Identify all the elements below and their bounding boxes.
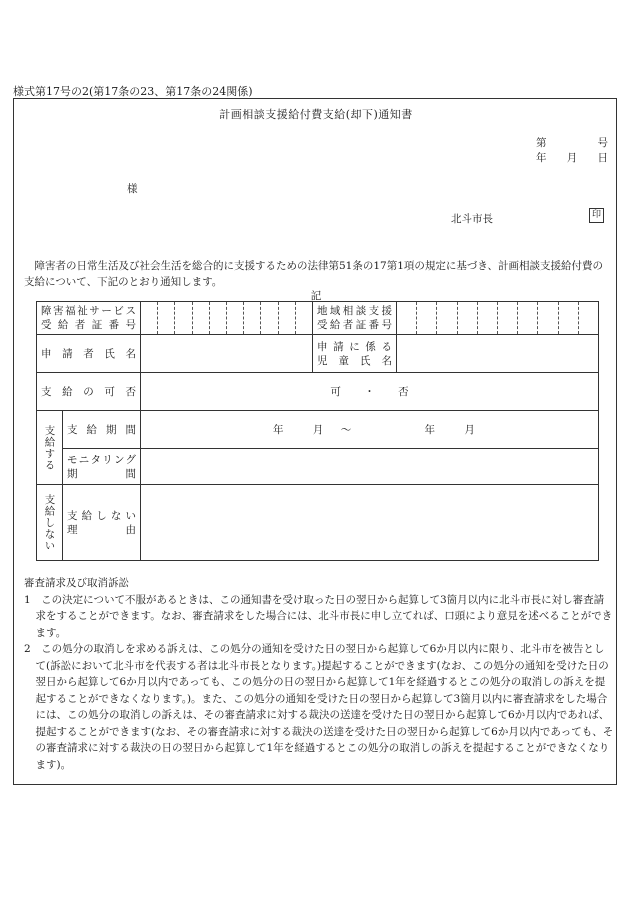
date-month: 月 [566,152,578,164]
monitoring-label-line1: モニタリング [67,453,136,466]
approval-row [37,373,599,411]
applicant-name-field[interactable] [141,335,313,373]
deny-option[interactable]: 否 [398,385,409,398]
intro-paragraph: 障害者の日常生活及び社会生活を総合的に支援するための法律第51条の17第1項の規定に基づき、計画相談支援給付費の支給について、下記のとおり通知します。 [24,260,603,288]
deny-group-label [37,485,63,561]
date-year: 年 [536,152,547,164]
approve-option[interactable]: 可 [330,385,341,398]
reason-label [63,485,141,561]
approve-group-text: 支給する [43,424,56,471]
reason-row [37,485,599,561]
cert-number-boxes[interactable] [141,302,313,335]
reason-field[interactable] [141,485,599,561]
cert-number-label [37,302,141,335]
regional-cert-label-line1: 地域相談支援 [317,305,392,317]
approval-label [37,373,141,411]
document-title: 計画相談支援給付費支給(却下)通知書 [219,108,413,121]
number-suffix: 号 [597,137,608,149]
monitoring-label-line2: 期間 [67,467,136,480]
reason-label-line2: 理由 [67,523,136,536]
deny-group-text: 支給しない [43,493,56,552]
period-year-start: 年 [273,423,284,436]
monitoring-row [37,449,599,485]
applicant-row [37,335,599,373]
period-label [63,411,141,449]
regional-cert-number-label [313,302,397,335]
remarks-item-1: 1 この決定について不服があるときは、この通知書を受け取った日の翌日から起算して3箇月以内に北斗市長に対し審査請求をすることができます。なお、審査請求をした場合には、北斗市長に申し立てれば、口頭により意見を述べることができます。 [24,593,613,639]
monitoring-label [63,449,141,485]
remarks-item-2: 2 この処分の取消しを求める訴えは、この処分の通知を受けた日の翌日から起算して6か月以内に限り、北斗市を被告として(訴訟において北斗市を代表する者は北斗市長となります。)提起することができます(なお、この処分の通知を受けた日の翌日から起算して6か月以内であっても、この処分の日の翌日から起算して1年を経過するとこの処分の取消しの訴えを提起することができなくなります。)。また、この処分の通知を受けた日の翌日から起算して3箇月以内に審査請求をした場合には、この処分の取消しの訴えは、その審査請求に対する裁決の送達を受けた日の翌日から起算して6か月以内であれば、提起することができます(なお、その審査請求に対する裁決の送達を受けた日の翌日から起算して6か月以内であっても、その審査請求に対する裁決の日の翌日から起算して1年を経過するとこの処分の取消しの訴えを提起することができなくなります)。 [24,643,614,771]
remarks-section [24,575,614,773]
applicant-name-label [37,335,141,373]
monitoring-field[interactable] [141,449,599,485]
period-label-text: 支給期間 [67,423,136,436]
remarks-heading: 審査請求及び取消訴訟 [24,577,129,589]
issuer-name: 北斗市長 [451,213,493,225]
applicant-name-text: 申請者氏名 [41,347,136,360]
number-prefix: 第 [536,137,547,149]
notice-document [13,98,617,785]
period-row [37,411,599,449]
document-date-line [536,150,608,165]
approval-choice[interactable] [141,373,599,411]
child-name-label [313,335,397,373]
regional-cert-number-boxes[interactable] [397,302,599,335]
seal-stamp: 印 [589,208,604,223]
child-label-line2: 児童氏名 [317,354,392,367]
period-month-end: 月 [464,423,475,436]
regional-cert-label-line2: 受給者証番号 [317,319,392,331]
document-number-line [536,135,608,150]
notice-table [36,301,599,561]
recipient-honorific: 様 [127,183,138,195]
ki-marker: 記 [310,290,322,302]
separator-dot: ・ [364,385,375,398]
child-name-field[interactable] [397,335,599,373]
reason-label-line1: 支給しない [67,509,136,522]
period-month-start: 月 [312,423,324,436]
cert-number-label-line2: 受給者証番号 [41,319,136,331]
approval-label-text: 支給の可否 [41,385,136,398]
child-label-line1: 申請に係る [317,340,392,353]
period-year-end: 年 [424,423,436,436]
period-tilde: ～ [340,423,352,436]
cert-number-label-line1: 障害福祉サービス [41,305,136,317]
period-field[interactable] [141,411,599,449]
approve-group-label [37,411,63,485]
date-day: 日 [597,152,608,164]
cert-number-row [37,302,599,335]
form-number: 様式第17号の2(第17条の23、第17条の24関係) [13,85,253,98]
